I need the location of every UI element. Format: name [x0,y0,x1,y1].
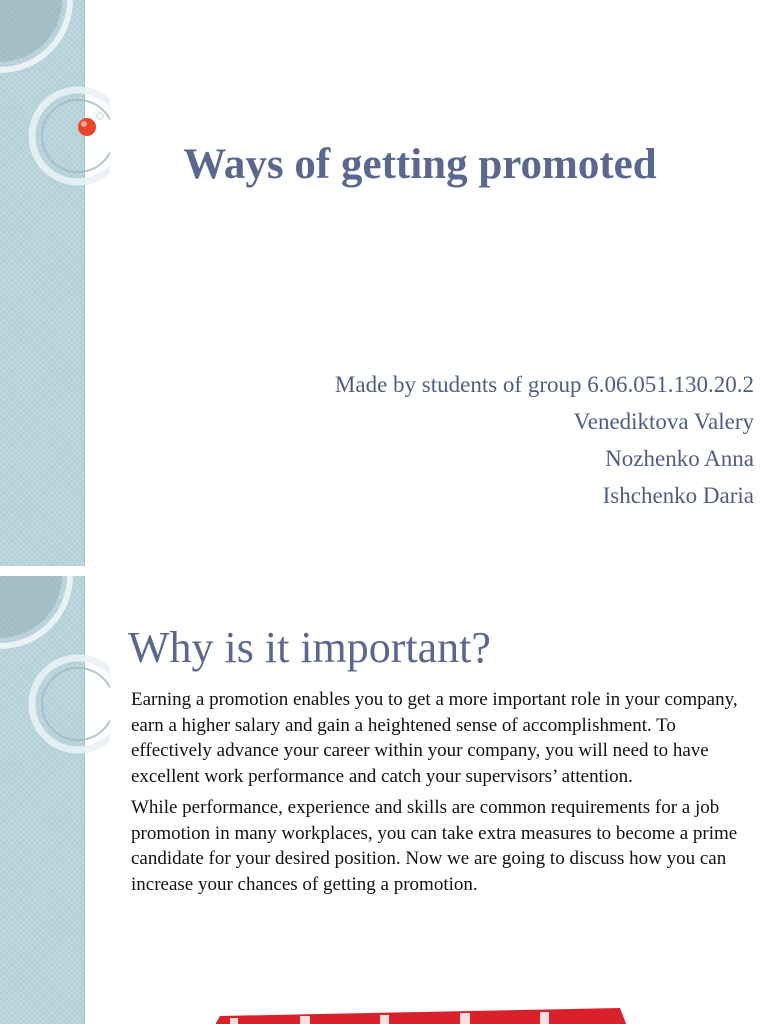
inner-ring-icon [42,100,110,172]
slide-body [131,687,751,903]
red-dot-icon [78,118,96,136]
content-slide [0,576,768,1024]
credits-block [335,366,754,514]
corner-shape [0,0,62,62]
ring-icon [32,658,110,750]
corner-shape [0,576,62,638]
body-paragraph: While performance, experience and skills are common requirements for a job promotion in many workplaces, you can take extra measures to become a prime candidate for your desired position. Now we are going to discuss how you can increase your chances of getting a promotion. [131,797,738,895]
slide-heading: Why is it important? [128,623,491,672]
ring-icon [32,90,110,182]
stamp-letter-shape [300,1016,310,1024]
stamp-letter-shape [380,1015,389,1024]
sidebar-ornament [0,0,110,566]
promotion-stamp-image [190,994,640,1024]
sidebar-ornament [0,576,110,1024]
stamp-letter-shape [460,1013,470,1024]
credit-line: Ishchenko Daria [602,483,754,508]
small-dot-icon [97,113,104,120]
slide-separator [0,566,768,576]
credit-line: Made by students of group 6.06.051.130.20.2 [334,372,754,397]
credit-line: Nozhenko Anna [605,446,754,471]
slide-title: Ways of getting promoted [183,141,657,188]
inner-ring-icon [42,668,110,740]
stamp-letter-shape [230,1018,238,1024]
stamp-band [210,1008,630,1024]
decorative-sidebar [0,0,85,566]
dot-highlight [81,121,87,127]
credit-line: Venediktova Valery [573,409,754,434]
stamp-letter-shape [540,1012,549,1024]
body-paragraph: Earning a promotion enables you to get a more important role in your company, earn a higher salary and gain a heightened sense of accomplishment. To effectively advance your career within your company, you will need to have excellent work performance and catch your supervisors’ attention. [131,689,738,787]
decorative-sidebar [0,576,85,1024]
